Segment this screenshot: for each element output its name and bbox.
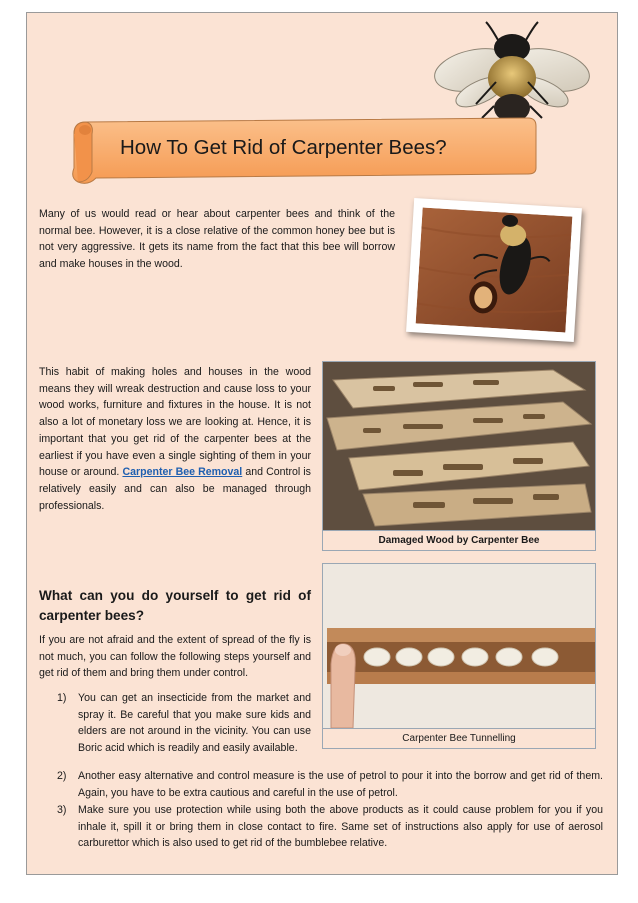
carpenter-bee-removal-link[interactable]: Carpenter Bee Removal [122,466,243,479]
tunnelling-caption: Carpenter Bee Tunnelling [323,728,595,748]
carpenter-bee-photo [416,208,573,333]
page-title: How To Get Rid of Carpenter Bees? [120,136,447,159]
section-heading: What can you do yourself to get rid of carpenter bees? [39,588,311,623]
list-number: 2) [57,770,67,782]
damaged-wood-photo [323,362,595,530]
damaged-wood-caption: Damaged Wood by Carpenter Bee [323,530,595,550]
habit-text-after: and Control is relatively easily and can also be managed through professionals. [39,466,311,512]
tunnelling-photo [323,564,595,728]
habit-text: This habit of making holes and houses in the wood means they will wreak destruction and cause loss to your wood works, furniture and fixtures in the house. It is not also a lot of monetary loss we are looking at. Hence, it is important that you get rid of the carpenter bees at the earliest if you have even a single sighting of them in your house or around. [39,366,311,479]
list-number: 1) [57,692,67,704]
bee-logo-icon [432,18,592,126]
bee-photo-frame [406,198,582,342]
list-number: 3) [57,804,67,816]
habit-paragraph [39,364,311,514]
list-text: Make sure you use protection while using both the above products as it could cause problem for you if you inhale it, spill it or bring them in close contact to fire. Same set of instructions also apply for use of aerosol carburettor which is also used to get rid of the bumblebee relative. [78,804,603,850]
damaged-wood-figure [322,361,596,551]
tunnelling-figure [322,563,596,749]
intro-paragraph: Many of us would read or hear about carpenter bees and think of the normal bee. However, it is a close relative of the common honey bee but is not very aggressive. It gets its name from the fact that this bee will borrow and make houses in the wood. [39,208,395,271]
list-text: You can get an insecticide from the market and spray it. Be careful that you make sure kids and elders are not around in the vicinity. You can use Boric acid which is readily and easily available. [78,692,311,755]
section-intro: If you are not afraid and the extent of spread of the fly is not much, you can follow the following steps yourself and get rid of them and bring them under control. [39,634,311,680]
list-text: Another easy alternative and control measure is the use of petrol to pour it into the borrow and get rid of them. Again, you have to be extra cautious and careful in the use of petrol. [78,770,603,799]
